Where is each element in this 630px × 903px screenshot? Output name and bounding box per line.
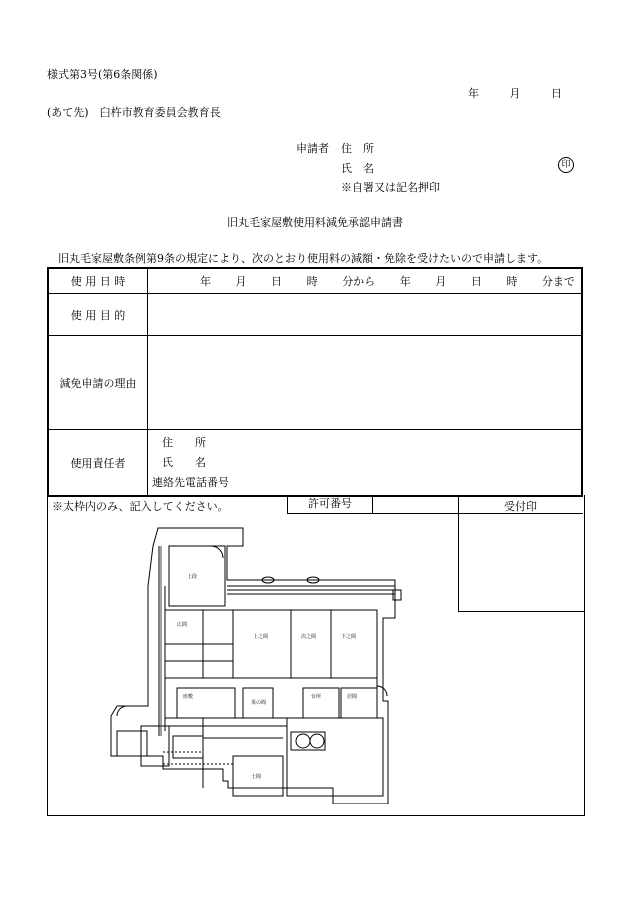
dt-part: 日 bbox=[470, 275, 482, 288]
room-label: 茶の間 bbox=[251, 700, 267, 706]
usage-datetime-parts bbox=[148, 273, 581, 289]
year-label: 年 bbox=[468, 87, 479, 100]
sign-note: ※自署又は記名押印 bbox=[341, 181, 440, 194]
room-label: 広間 bbox=[177, 622, 188, 628]
dt-part: 日 bbox=[271, 275, 283, 288]
permit-label-box bbox=[287, 495, 373, 514]
room-label: 下之間 bbox=[341, 634, 357, 640]
room-label: 次之間 bbox=[301, 634, 317, 640]
receipt-label: 受付印 bbox=[504, 500, 537, 513]
form-number: 様式第3号(第6条関係) bbox=[47, 68, 158, 81]
room-label: 居間 bbox=[347, 694, 358, 700]
dt-part: 分から bbox=[342, 275, 376, 288]
usage-purpose-label: 使 用 目 的 bbox=[48, 294, 148, 336]
room-label: 土間 bbox=[251, 774, 262, 780]
day-label: 日 bbox=[551, 87, 562, 100]
usage-purpose-field[interactable] bbox=[148, 294, 583, 336]
responsible-address-label: 住 所 bbox=[162, 435, 206, 449]
floor-plan bbox=[103, 526, 403, 804]
room-label: 上段 bbox=[187, 574, 198, 580]
room-label: 座敷 bbox=[183, 694, 194, 700]
usage-purpose-row bbox=[48, 294, 582, 336]
document-title: 旧丸毛家屋敷使用料減免承認申請書 bbox=[227, 216, 403, 229]
responsible-row bbox=[48, 430, 582, 497]
fill-note: ※太枠内のみ、記入してください。 bbox=[52, 500, 229, 513]
reason-field[interactable] bbox=[148, 336, 583, 430]
responsible-label: 使用責任者 bbox=[48, 430, 148, 497]
application-table bbox=[47, 267, 583, 497]
usage-datetime-row bbox=[48, 268, 582, 294]
dt-part: 年 bbox=[200, 275, 211, 288]
responsible-name-label: 氏 名 bbox=[162, 455, 206, 469]
responsible-phone-label: 連絡先電話番号 bbox=[152, 475, 229, 489]
seal-label: 印 bbox=[561, 160, 571, 170]
seal-mark bbox=[558, 157, 574, 173]
reason-label: 減免申請の理由 bbox=[48, 336, 148, 430]
applicant-label: 申請者 bbox=[296, 142, 329, 155]
permit-number-field[interactable] bbox=[371, 495, 458, 514]
responsible-fields[interactable] bbox=[148, 430, 583, 497]
date-line bbox=[468, 85, 562, 101]
dt-part: 時 bbox=[306, 275, 318, 288]
dt-part: 分まで bbox=[541, 275, 575, 288]
dt-part: 月 bbox=[235, 275, 247, 288]
receipt-divider bbox=[458, 513, 583, 514]
usage-datetime-field[interactable] bbox=[148, 268, 583, 294]
usage-datetime-label: 使 用 日 時 bbox=[48, 268, 148, 294]
dt-part: 時 bbox=[506, 275, 518, 288]
dt-part: 月 bbox=[435, 275, 447, 288]
month-label: 月 bbox=[509, 87, 521, 100]
room-label: 台所 bbox=[311, 694, 322, 700]
permit-label: 許可番号 bbox=[308, 497, 352, 510]
reason-row bbox=[48, 336, 582, 430]
room-label: 上之間 bbox=[253, 634, 269, 640]
addressee: (あて先) 臼杵市教育委員会教育長 bbox=[47, 106, 221, 119]
address-label: 住 所 bbox=[341, 142, 374, 155]
name-label: 氏 名 bbox=[341, 162, 374, 175]
dt-part: 年 bbox=[399, 275, 411, 288]
intro-text: 旧丸毛家屋敷条例第9条の規定により、次のとおり使用料の減額・免除を受けたいので申請します。 bbox=[58, 252, 549, 265]
